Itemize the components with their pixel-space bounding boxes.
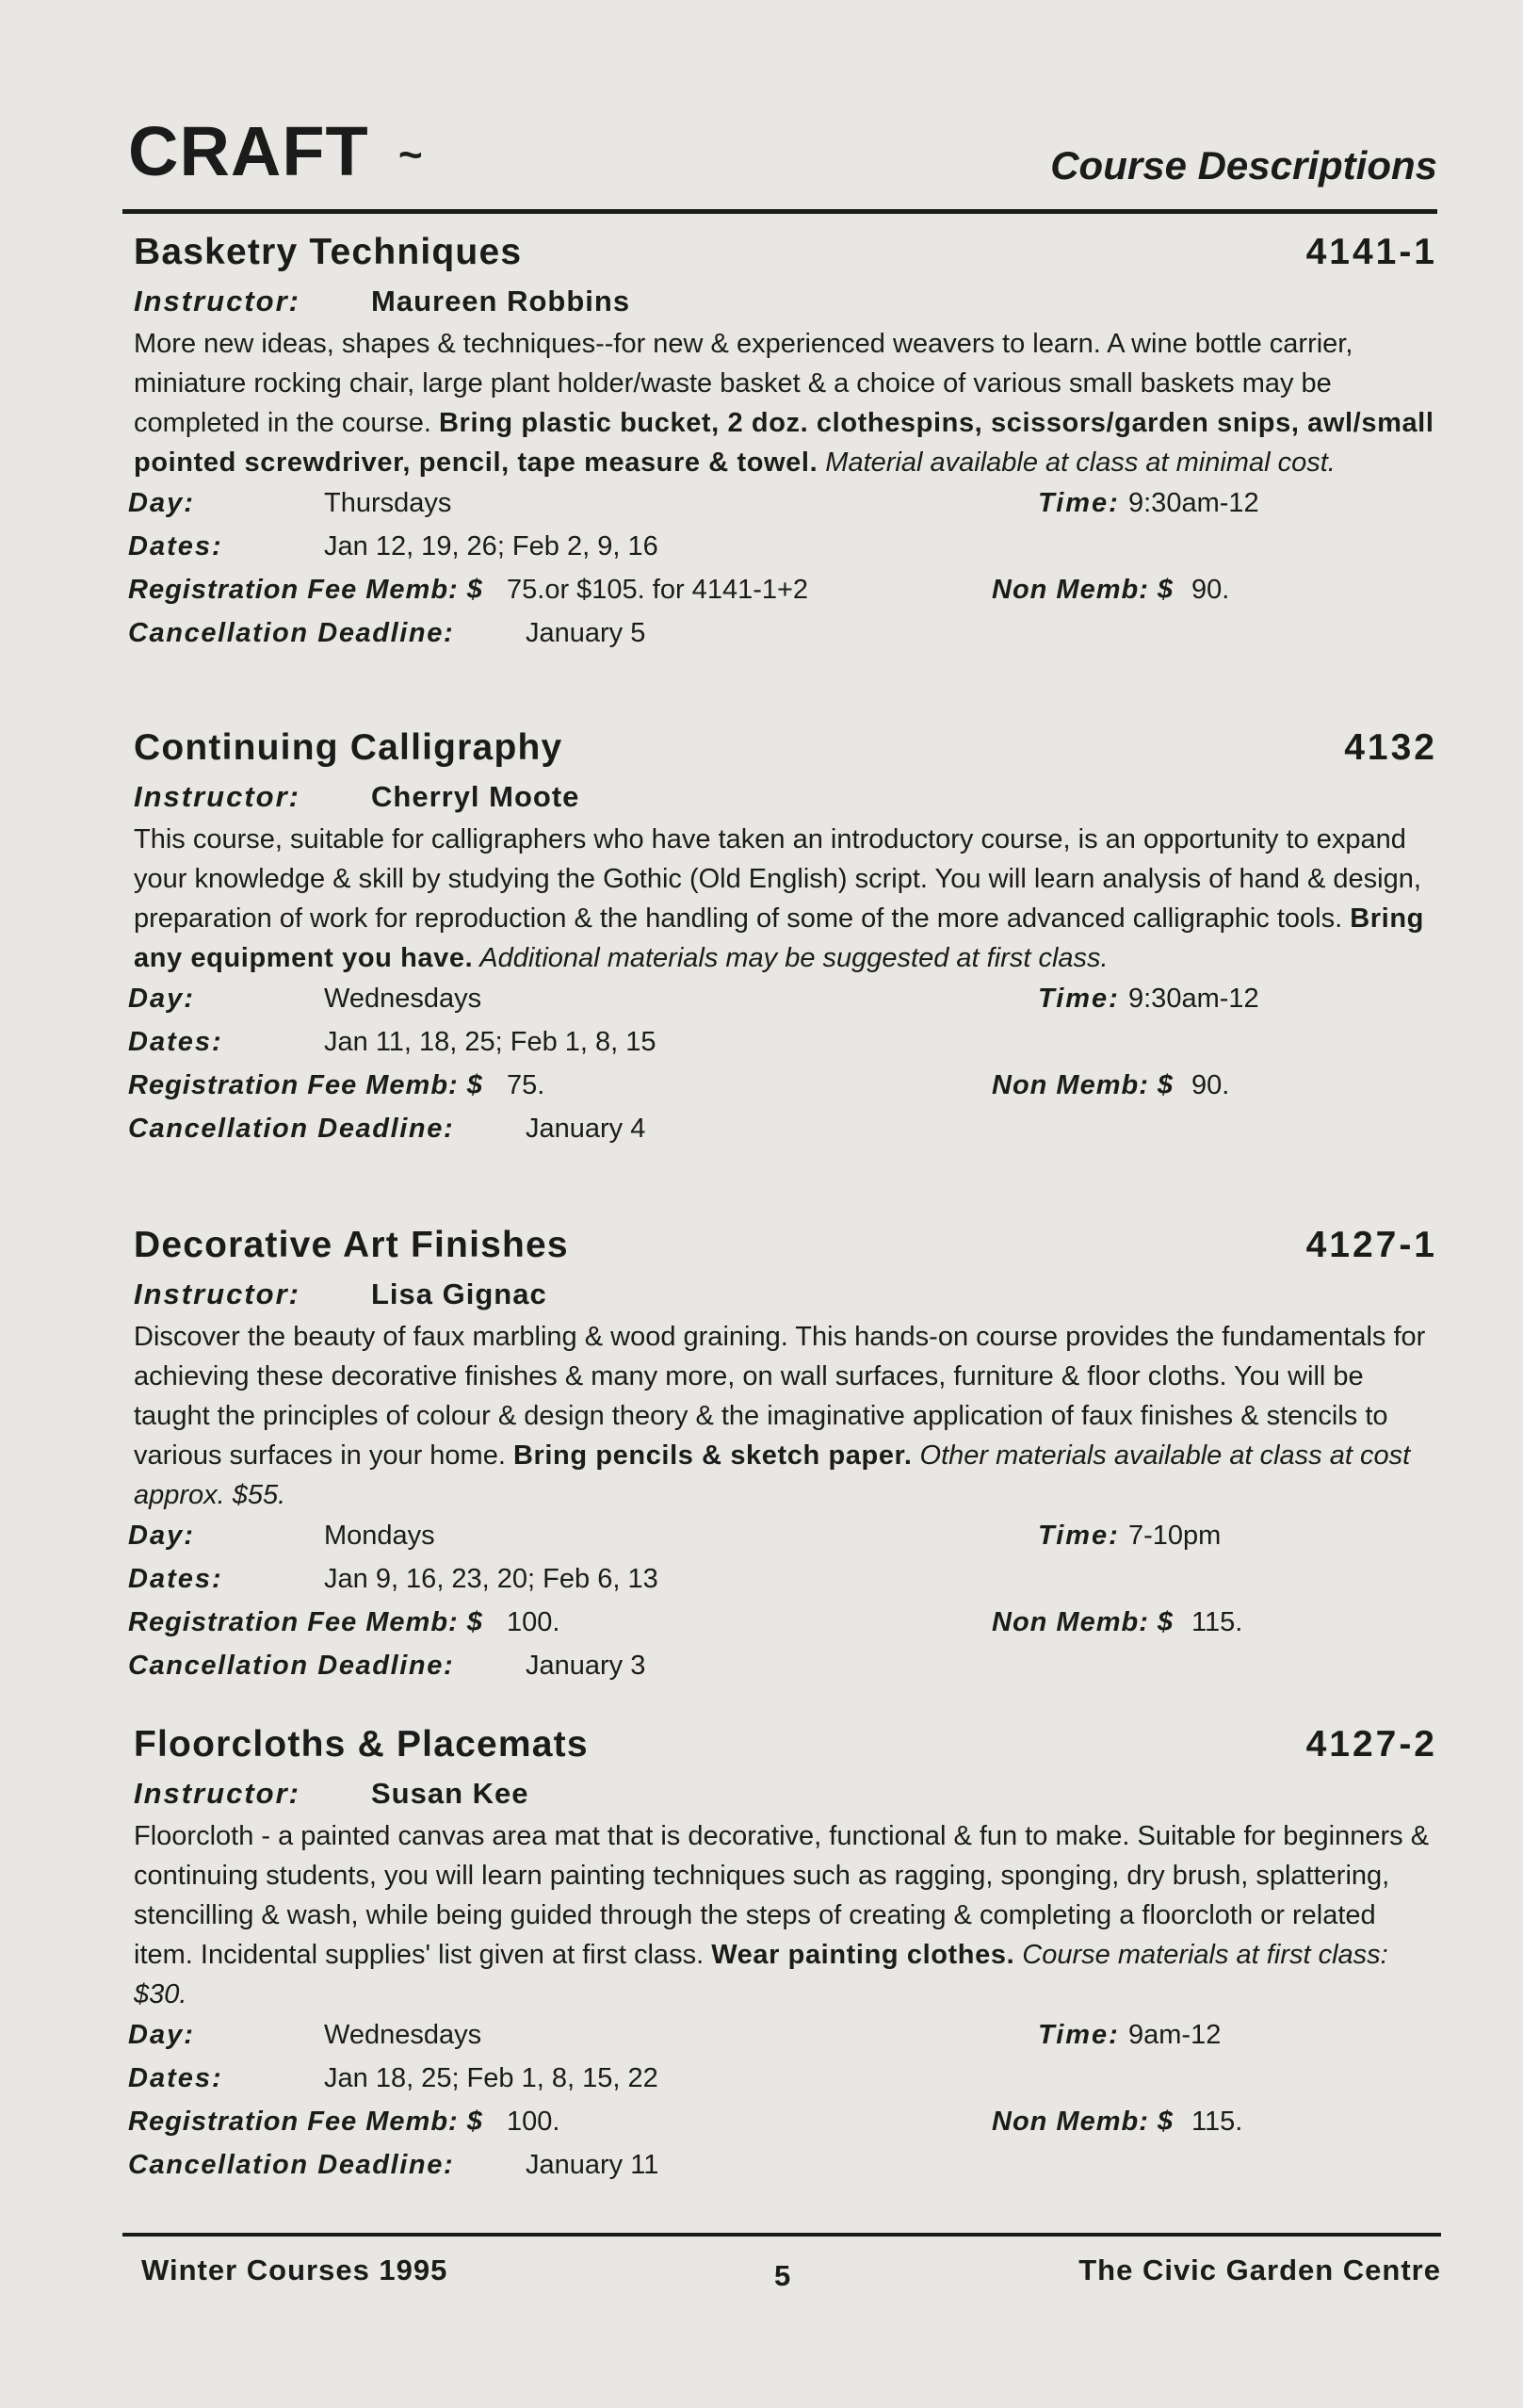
day-value: Wednesdays — [324, 2020, 482, 2050]
instructor-name: Maureen Robbins — [371, 285, 631, 317]
course-description — [134, 324, 1437, 482]
description-italic: Course materials at first class: $30. — [134, 1940, 1388, 2009]
course-description — [134, 1317, 1437, 1515]
description-text: This course, suitable for calligraphers who have taken an introductory course, is an opportunity to expand your knowledge & skill by studying the Gothic (Old English) script. You will learn analysis of hand & design, preparation of work for reproduction & the handling of some of the more advanced calligraphic tools. — [134, 824, 1421, 934]
day-label: Day: — [128, 984, 195, 1014]
non-member-fee-value: 90. — [1191, 1070, 1230, 1100]
non-member-fee-value: 115. — [1191, 1607, 1243, 1637]
day-value: Mondays — [324, 1521, 435, 1551]
cancellation-deadline-label: Cancellation Deadline: — [128, 618, 455, 648]
non-member-fee-value: 115. — [1191, 2107, 1243, 2137]
cancellation-deadline-label: Cancellation Deadline: — [128, 2150, 455, 2180]
cancellation-deadline-label: Cancellation Deadline: — [128, 1651, 455, 1681]
header-tilde: ~ — [398, 132, 423, 178]
dates-value: Jan 18, 25; Feb 1, 8, 15, 22 — [324, 2063, 658, 2093]
course-description — [134, 820, 1437, 978]
cancellation-deadline-value: January 5 — [526, 618, 646, 648]
course-code: 4127-1 — [1305, 1225, 1437, 1265]
page-number: 5 — [774, 2259, 792, 2292]
non-member-label: Non Memb: $ — [992, 1070, 1175, 1100]
dates-label: Dates: — [128, 2063, 223, 2093]
registration-fee-label: Registration Fee Memb: $ — [128, 2107, 483, 2137]
footer-organization: The Civic Garden Centre — [1078, 2253, 1441, 2286]
dates-label: Dates: — [128, 531, 223, 561]
member-fee-value: 100. — [507, 1607, 560, 1637]
time-label: Time: — [1038, 1521, 1120, 1551]
instructor-name: Cherryl Moote — [371, 780, 580, 813]
course-title: Decorative Art Finishes — [134, 1225, 569, 1265]
dates-label: Dates: — [128, 1564, 223, 1594]
description-bold: Bring plastic bucket, 2 doz. clothespins, scissors/garden snips, awl/small pointed screwdriver, pencil, tape measure & towel. — [134, 408, 1434, 478]
course-title: Basketry Techniques — [134, 232, 523, 272]
description-bold: Bring pencils & sketch paper. — [512, 1440, 913, 1471]
non-member-label: Non Memb: $ — [992, 2107, 1175, 2137]
course-block-decorative-finishes — [128, 1225, 1437, 1688]
dates-label: Dates: — [128, 1027, 223, 1057]
instructor-label: Instructor: — [134, 780, 300, 813]
non-member-fee-value: 90. — [1191, 575, 1230, 605]
dates-value: Jan 11, 18, 25; Feb 1, 8, 15 — [324, 1027, 656, 1057]
description-bold: Bring any equipment you have. — [134, 903, 1424, 973]
member-fee-value: 75.or $105. for 4141-1+2 — [507, 575, 809, 605]
course-description — [134, 1816, 1437, 2014]
time-value: 7-10pm — [1128, 1521, 1222, 1551]
course-block-floorcloths — [128, 1724, 1437, 2188]
header-subtitle: Course Descriptions — [1050, 143, 1437, 187]
description-text: Discover the beauty of faux marbling & wood graining. This hands-on course provides the fundamentals for achieving these decorative finishes & many more, on wall surfaces, furniture & floor cloths. You will be taught the principles of colour & design theory & the imaginative application of faux finishes & stencils to various surfaces in your home. — [134, 1322, 1426, 1471]
time-label: Time: — [1038, 488, 1120, 518]
cancellation-deadline-value: January 3 — [526, 1651, 646, 1681]
description-italic: Additional materials may be suggested at first class. — [473, 943, 1109, 973]
description-italic: Material available at class at minimal cost. — [818, 447, 1336, 478]
page-header — [128, 111, 1437, 205]
course-code: 4132 — [1344, 727, 1437, 768]
cancellation-deadline-value: January 4 — [526, 1114, 646, 1144]
member-fee-value: 75. — [507, 1070, 545, 1100]
course-block-basketry — [128, 232, 1437, 656]
description-text: Floorcloth - a painted canvas area mat that is decorative, functional & fun to make. Suitable for beginners & continuing students, you will learn painting techniques such as ragging, sponging, dry brush, splattering, stencilling & wash, while being guided through the steps of creating & completing a floorcloth or related item. Incidental supplies' list given at first class. — [134, 1821, 1430, 1970]
day-label: Day: — [128, 488, 195, 518]
instructor-label: Instructor: — [134, 285, 300, 317]
dates-value: Jan 9, 16, 23, 20; Feb 6, 13 — [324, 1564, 658, 1594]
instructor-name: Susan Kee — [371, 1777, 529, 1810]
day-label: Day: — [128, 2020, 195, 2050]
footer-rule — [122, 2233, 1441, 2237]
registration-fee-label: Registration Fee Memb: $ — [128, 1607, 483, 1637]
description-italic: Other materials available at class at cost approx. $55. — [134, 1440, 1411, 1510]
instructor-label: Instructor: — [134, 1777, 300, 1810]
instructor-name: Lisa Gignac — [371, 1277, 547, 1310]
time-label: Time: — [1038, 984, 1120, 1014]
cancellation-deadline-label: Cancellation Deadline: — [128, 1114, 455, 1144]
page-footer — [141, 2253, 1441, 2301]
time-value: 9:30am-12 — [1128, 984, 1259, 1014]
time-value: 9am-12 — [1128, 2020, 1222, 2050]
course-title: Floorcloths & Placemats — [134, 1724, 589, 1765]
course-title: Continuing Calligraphy — [134, 727, 563, 768]
instructor-label: Instructor: — [134, 1277, 300, 1310]
day-value: Thursdays — [324, 488, 452, 518]
course-code: 4127-2 — [1305, 1724, 1437, 1765]
course-block-calligraphy — [128, 727, 1437, 1151]
description-text: More new ideas, shapes & techniques--for new & experienced weavers to learn. A wine bottle carrier, miniature rocking chair, large plant holder/waste basket & a choice of various small baskets may be completed in the course. — [134, 329, 1353, 438]
registration-fee-label: Registration Fee Memb: $ — [128, 1070, 483, 1100]
description-bold: Wear painting clothes. — [711, 1940, 1015, 1970]
header-rule — [122, 209, 1437, 214]
day-value: Wednesdays — [324, 984, 482, 1014]
non-member-label: Non Memb: $ — [992, 1607, 1175, 1637]
time-label: Time: — [1038, 2020, 1120, 2050]
course-code: 4141-1 — [1305, 232, 1437, 272]
member-fee-value: 100. — [507, 2107, 560, 2137]
section-title: CRAFT — [128, 112, 369, 190]
day-label: Day: — [128, 1521, 195, 1551]
cancellation-deadline-value: January 11 — [526, 2150, 659, 2180]
time-value: 9:30am-12 — [1128, 488, 1259, 518]
registration-fee-label: Registration Fee Memb: $ — [128, 575, 483, 605]
footer-season: Winter Courses 1995 — [141, 2253, 448, 2286]
dates-value: Jan 12, 19, 26; Feb 2, 9, 16 — [324, 531, 658, 561]
non-member-label: Non Memb: $ — [992, 575, 1175, 605]
